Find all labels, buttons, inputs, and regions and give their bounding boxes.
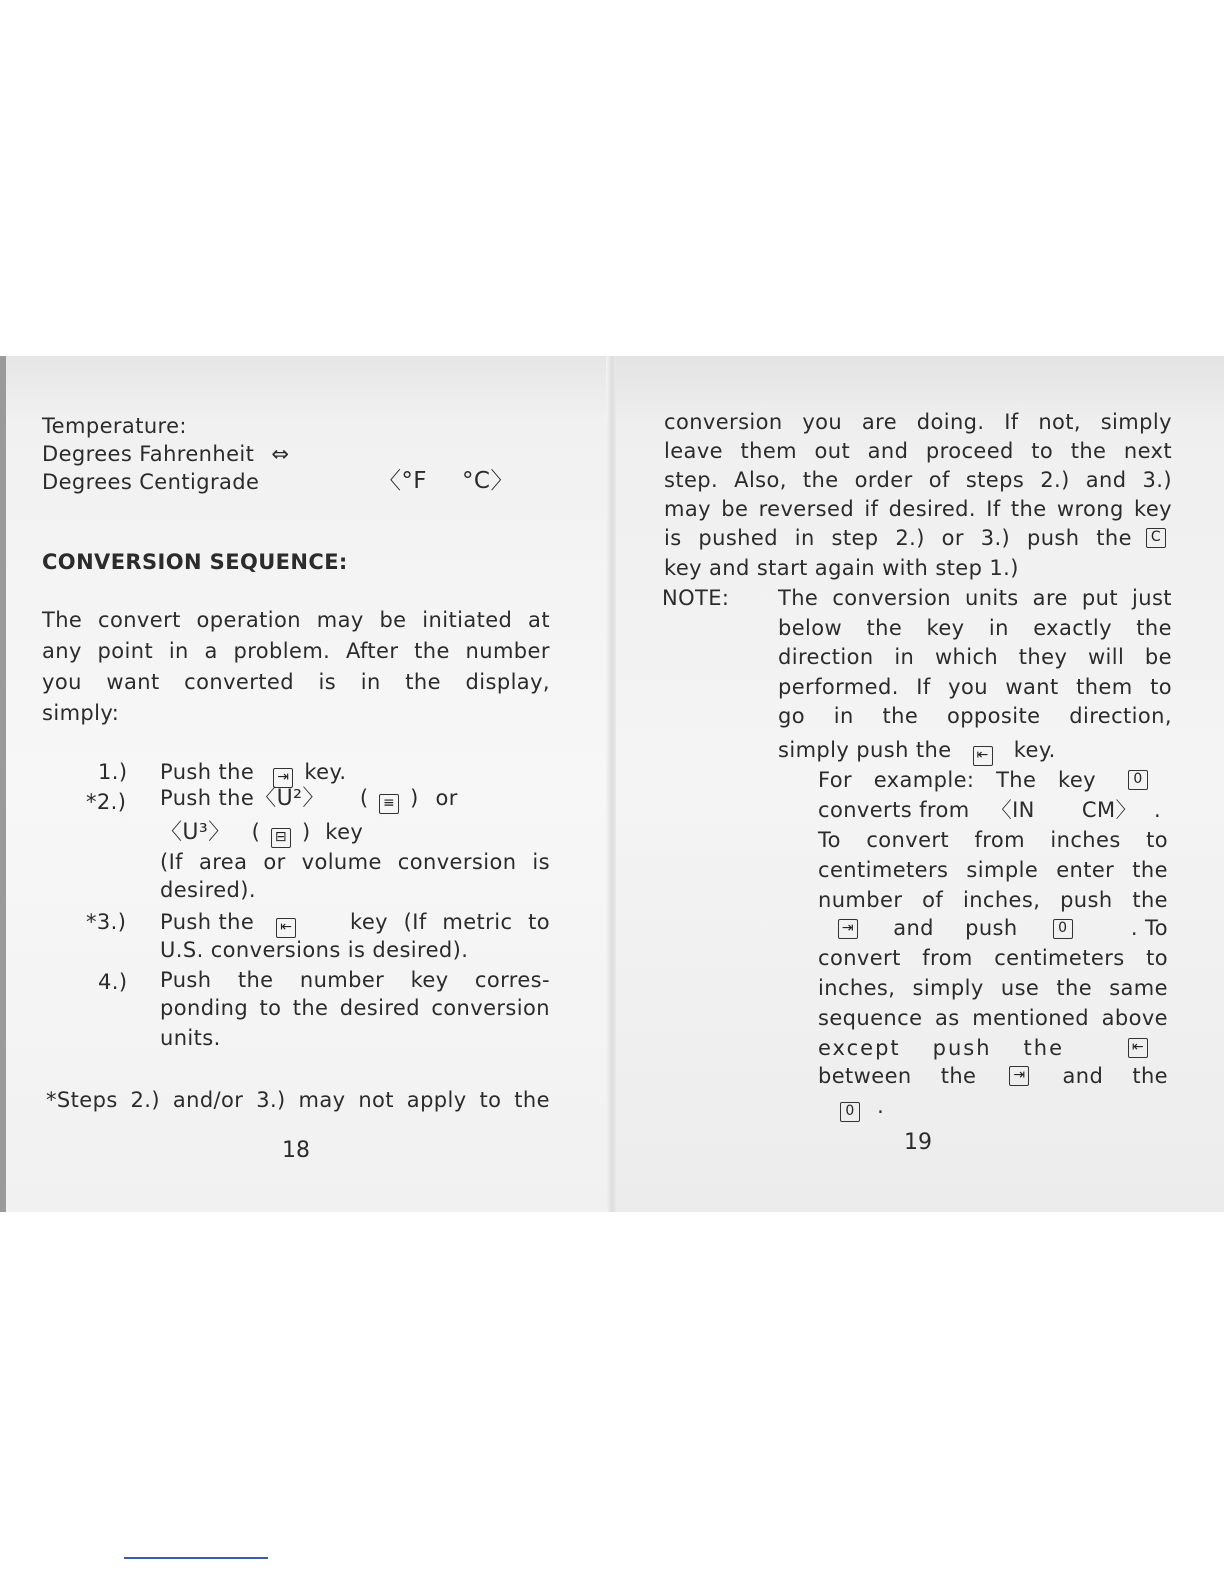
word: the <box>802 468 839 492</box>
word: be <box>379 608 407 632</box>
word: key <box>410 968 449 992</box>
convert-key-icon: ⇥ <box>838 919 858 939</box>
word: to <box>259 996 282 1020</box>
word: the <box>1132 888 1168 912</box>
word: apply <box>406 1088 467 1112</box>
paragraph-line <box>42 672 550 693</box>
bidirectional-arrow-icon: ⇔ <box>271 442 290 466</box>
word: opposite <box>946 704 1041 728</box>
word: 2.) <box>130 1088 160 1112</box>
word: The <box>778 586 819 610</box>
word: To <box>818 828 841 852</box>
word: metric <box>442 910 513 934</box>
word: display, <box>465 670 550 694</box>
word: may <box>664 497 711 521</box>
right-page <box>616 356 1224 1212</box>
word: conversion <box>397 850 517 874</box>
word: will <box>1087 645 1125 669</box>
section-heading: CONVERSION SEQUENCE: <box>42 550 348 574</box>
word: the <box>866 615 903 640</box>
word: want <box>1005 674 1059 699</box>
word: wrong <box>1056 497 1124 521</box>
paragraph-line <box>664 412 1172 433</box>
word: key <box>1134 497 1172 521</box>
word: leave <box>664 439 723 463</box>
step-2-number: *2.) <box>86 790 127 814</box>
example-line-1 <box>818 770 1152 791</box>
word: push <box>932 1036 992 1060</box>
word: not, <box>1038 410 1081 434</box>
left-page <box>0 356 614 1212</box>
note-label: NOTE: <box>662 586 730 610</box>
word: the <box>514 1088 550 1112</box>
volume-key-icon: ⊟ <box>271 828 291 848</box>
example-line-5 <box>818 890 1168 911</box>
word: If <box>1004 410 1019 434</box>
right-line-6: key and start again with step 1.) <box>664 556 1019 580</box>
underline-bar <box>124 1557 268 1559</box>
word: Also, <box>734 468 787 492</box>
paragraph-line <box>42 703 550 724</box>
word: mentioned <box>972 1006 1089 1030</box>
word: the <box>414 639 450 663</box>
word: as <box>935 1006 960 1030</box>
word: of <box>928 468 950 492</box>
word: they <box>1018 645 1068 669</box>
word: is <box>664 526 682 550</box>
word: sequence <box>818 1006 923 1030</box>
word: inches, <box>818 976 896 1000</box>
word: operation <box>196 608 301 632</box>
word: except <box>818 1036 901 1060</box>
step-2-line-3 <box>160 852 550 873</box>
word: conversion <box>664 410 783 434</box>
reverse-key-icon-note: ⇤ <box>973 746 993 766</box>
word: in <box>894 645 915 669</box>
word: centimeters <box>818 858 949 882</box>
word: doing. <box>916 410 985 434</box>
example-line-2: converts from 〈IN CM〉 . <box>818 798 1162 822</box>
word: centimeters <box>994 946 1125 970</box>
word: them <box>1076 674 1133 699</box>
word: volume <box>301 850 382 874</box>
word: the <box>405 670 441 694</box>
word: key <box>1058 768 1096 792</box>
word: want <box>106 670 160 694</box>
cm-unit-label: CM〉 <box>1081 798 1137 822</box>
word: go <box>778 704 805 728</box>
word: If <box>916 674 931 699</box>
word: convert <box>98 608 181 632</box>
word: just <box>1132 586 1172 610</box>
word: (If <box>160 850 183 874</box>
word: proceed <box>925 439 1014 463</box>
reverse-key-icon: ⇤ <box>276 918 296 938</box>
word: or <box>263 850 286 874</box>
word: the <box>292 996 329 1020</box>
word: the <box>1010 497 1047 521</box>
word: reversed <box>758 497 855 521</box>
example-line-10 <box>818 1038 1152 1059</box>
word: 3.) <box>1142 468 1172 492</box>
word: be <box>721 497 749 521</box>
word: is <box>532 850 550 874</box>
word: may <box>316 608 364 632</box>
word: The <box>996 768 1037 792</box>
word: them <box>740 439 798 463</box>
word: inches, <box>962 888 1041 912</box>
word: simply: <box>42 701 120 725</box>
word: and <box>1085 468 1127 492</box>
paragraph-line <box>664 441 1172 462</box>
word: 2.) <box>895 526 925 550</box>
centigrade-label: Degrees Centigrade <box>42 470 260 494</box>
word: example: <box>873 768 975 792</box>
word: performed. <box>778 674 899 699</box>
example-line-9 <box>818 1008 1168 1029</box>
word: may <box>298 1088 346 1112</box>
word: if <box>864 497 879 521</box>
word: converted <box>184 670 294 694</box>
word: push <box>1060 888 1113 912</box>
word: inches <box>1050 828 1121 852</box>
word: pushed <box>698 526 778 550</box>
word: convert <box>818 946 901 970</box>
word: simply <box>1100 410 1172 434</box>
word: problem. <box>233 639 331 663</box>
zero-key-icon-2: 0 <box>1053 919 1073 939</box>
word: below <box>778 615 843 640</box>
word: of <box>922 888 944 912</box>
word: conversion <box>832 586 951 610</box>
word: the <box>1023 1036 1064 1060</box>
fahrenheit-label: Degrees Fahrenheit <box>42 442 255 466</box>
word: For <box>818 768 853 792</box>
word: push <box>1026 526 1080 550</box>
word: the <box>1070 439 1107 463</box>
step-2-line-4: desired). <box>160 878 256 902</box>
in-unit-label: 〈IN <box>990 798 1035 822</box>
word: in <box>794 526 815 550</box>
word: simple <box>966 858 1039 882</box>
word: in <box>833 704 854 728</box>
step-4-line-2 <box>160 998 550 1019</box>
word: convert <box>866 828 950 852</box>
word: units <box>964 586 1019 610</box>
convert-key-icon-2: ⇥ <box>1009 1066 1029 1086</box>
word: desired <box>339 996 420 1020</box>
word: the <box>1056 976 1093 1000</box>
word: are <box>1032 586 1068 610</box>
word: in <box>168 639 189 663</box>
word: at <box>528 608 550 632</box>
word: the <box>237 968 274 992</box>
word: to <box>1146 828 1168 852</box>
word: area <box>198 850 248 874</box>
word: the <box>882 704 919 728</box>
word: be <box>1144 645 1172 669</box>
example-line-11: between the ⇥ and the <box>818 1064 1168 1088</box>
temperature-units-right: °C〉 <box>462 468 514 494</box>
paragraph-line <box>42 610 550 631</box>
example-line-7 <box>818 948 1168 969</box>
word: Push <box>160 968 212 992</box>
example-line-4 <box>818 860 1168 881</box>
word: to <box>479 1088 502 1112</box>
push-key-icon: ⇥ <box>273 768 293 788</box>
word: same <box>1109 976 1168 1000</box>
temperature-line-fahrenheit <box>42 444 289 465</box>
word: ponding <box>160 996 249 1020</box>
word: from <box>974 828 1025 852</box>
word: and <box>867 439 909 463</box>
word: are <box>861 410 898 434</box>
word: (If <box>403 910 427 934</box>
word: 3.) <box>980 526 1011 550</box>
word: is <box>318 670 337 694</box>
example-line-3 <box>818 830 1168 851</box>
word: 3.) <box>256 1088 286 1112</box>
note-last-line: simply push the ⇤ key. <box>778 740 1056 766</box>
word: steps <box>965 468 1025 492</box>
step-3-number: *3.) <box>86 910 127 934</box>
word: number <box>299 968 385 992</box>
word: the <box>1132 858 1168 882</box>
word: step. <box>664 468 719 492</box>
paragraph-line <box>778 647 1172 668</box>
step-3-line-2: U.S. conversions is desired). <box>160 938 469 962</box>
word: key <box>926 615 965 640</box>
step-2-text: Push the〈U²〉 ( ≡ ) or <box>160 788 458 814</box>
word: If <box>986 497 1001 521</box>
word: to <box>528 910 550 934</box>
word: any <box>42 639 82 663</box>
word: desired. <box>888 497 976 521</box>
word: conversion <box>431 996 550 1020</box>
paragraph-line <box>778 588 1172 609</box>
step-1-text: Push the ⇥ key. <box>160 762 346 788</box>
word: put <box>1081 586 1118 610</box>
paragraph-line <box>778 615 1172 640</box>
clear-key-icon: C <box>1146 528 1166 548</box>
word: corres- <box>474 968 550 992</box>
page-number-right: 19 <box>904 1130 932 1155</box>
word: 2.) <box>1040 468 1070 492</box>
word: use <box>1000 976 1040 1000</box>
word: key <box>350 910 388 934</box>
word: number <box>465 639 550 663</box>
word: the <box>1096 526 1132 550</box>
step-4-line-1 <box>160 970 550 991</box>
word: which <box>934 645 999 669</box>
word: order <box>854 468 913 492</box>
word: simply <box>912 976 984 1000</box>
word: not <box>358 1088 394 1112</box>
word: *Steps <box>46 1088 118 1112</box>
word: and/or <box>172 1088 244 1112</box>
book-spread <box>0 356 1224 1212</box>
word: or <box>941 526 964 550</box>
word: to <box>1150 674 1172 699</box>
word: in <box>988 615 1009 640</box>
step-4-number: 4.) <box>98 970 128 994</box>
word: the <box>1136 615 1172 640</box>
footnote <box>46 1090 550 1111</box>
u3-key-label: 〈U³〉 <box>160 820 231 845</box>
step-1-number: 1.) <box>98 760 128 784</box>
word: step <box>831 526 879 550</box>
temperature-title: Temperature: <box>42 414 187 438</box>
word: direction <box>778 645 874 669</box>
word: next <box>1123 439 1172 463</box>
temperature-units-left: 〈°F <box>378 468 427 494</box>
right-line-5 <box>664 528 1172 549</box>
word: to <box>1146 946 1168 970</box>
paragraph-line <box>664 499 1172 520</box>
word: in <box>360 670 381 694</box>
example-line-8 <box>818 978 1168 999</box>
word: point <box>97 639 154 663</box>
word: enter <box>1056 858 1115 882</box>
paragraph-line <box>778 674 1172 699</box>
word: above <box>1101 1006 1168 1030</box>
word: to <box>1031 439 1054 463</box>
word: The <box>42 608 83 632</box>
zero-key-icon: 0 <box>1128 770 1148 790</box>
paragraph-line <box>664 470 1172 491</box>
word: exactly <box>1033 615 1112 640</box>
step-4-line-3: units. <box>160 1026 221 1050</box>
area-key-icon: ≡ <box>379 794 399 814</box>
word: a <box>204 639 218 663</box>
word: direction, <box>1069 704 1172 728</box>
word: from <box>922 946 973 970</box>
zero-key-icon-3: 0 <box>840 1102 860 1122</box>
word: initiated <box>422 608 513 632</box>
reverse-key-icon-example: ⇤ <box>1128 1038 1148 1058</box>
word: you <box>42 670 82 694</box>
word: out <box>814 439 851 463</box>
word: you <box>948 674 988 699</box>
paragraph-line <box>778 706 1172 727</box>
step-2-line-2: 〈U³〉 ( ⊟ ) key <box>160 822 363 848</box>
page-number-left: 18 <box>282 1138 310 1163</box>
u2-key-label: 〈U²〉 <box>254 786 325 811</box>
word: you <box>802 410 843 434</box>
paragraph-line <box>42 641 550 662</box>
example-line-12: 0 . <box>836 1096 884 1122</box>
step-3-text: Push the ⇤ key (If metric to <box>160 912 550 938</box>
word: number <box>818 888 903 912</box>
word: After <box>345 639 399 663</box>
example-line-6: ⇥ and push 0 . To <box>834 918 1168 939</box>
